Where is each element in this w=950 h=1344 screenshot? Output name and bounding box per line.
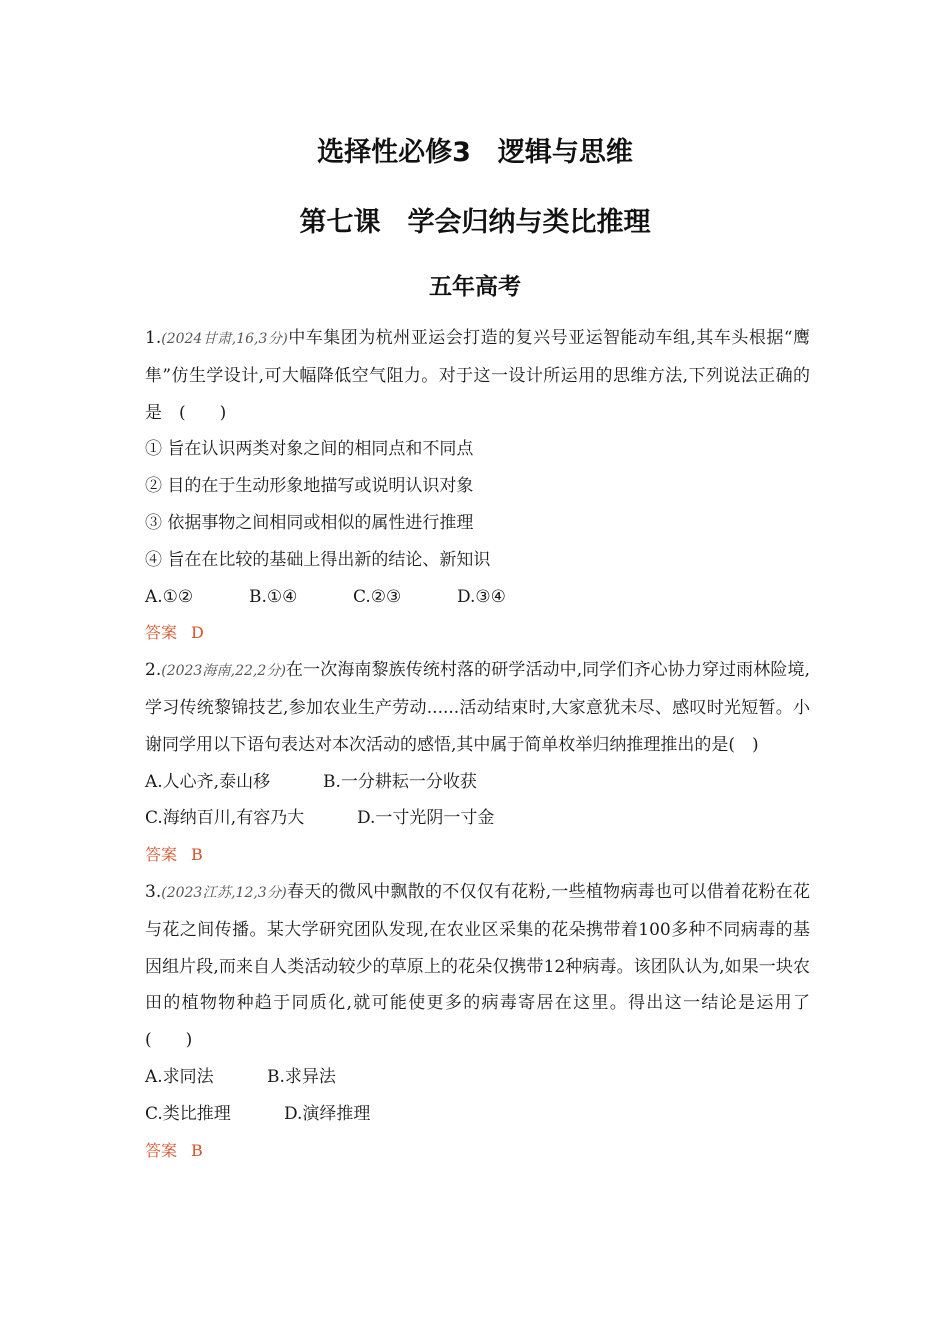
answer-value: D <box>191 623 204 643</box>
question-1-stem-block <box>145 320 810 431</box>
statement: ④ 旨在在比较的基础上得出新的结论、新知识 <box>145 549 491 570</box>
option-c: C.海纳百川,有容乃大 <box>145 808 305 829</box>
option-c: C.②③ <box>353 586 402 607</box>
question-2 <box>145 652 810 874</box>
statement: ① 旨在认识两类对象之间的相同点和不同点 <box>145 439 474 460</box>
answer-line <box>145 615 810 652</box>
option-a: A.求同法 <box>145 1066 214 1087</box>
option-b: B.一分耕耘一分收获 <box>323 771 477 792</box>
answer-value: B <box>191 845 203 865</box>
option-b: B.求异法 <box>267 1066 336 1087</box>
question-stem: 中车集团为杭州亚运会打造的复兴号亚运智能动车组,其车头根据“鹰隼”仿生学设计,可大幅降低空气阻力。对于这一设计所运用的思维方法,下列说法正确的是 ( ) <box>145 328 810 423</box>
question-source: (2024甘肃,16,3分) <box>161 331 288 347</box>
options-row <box>145 579 810 616</box>
option-c: C.类比推理 <box>145 1103 231 1124</box>
question-3 <box>145 874 827 1169</box>
question-3-stem-block <box>145 874 827 1059</box>
option-d: D.一寸光阴一寸金 <box>357 808 495 829</box>
options-row <box>145 800 810 837</box>
option-d: D.演绎推理 <box>284 1103 371 1124</box>
option-a: A.①② <box>145 586 194 607</box>
answer-value: B <box>191 1140 203 1160</box>
question-list <box>145 320 827 1169</box>
question-source: (2023海南,22,2分) <box>161 663 286 680</box>
options-row <box>145 1059 810 1096</box>
options-row <box>145 1096 810 1133</box>
answer-label: 答案 <box>145 1140 178 1160</box>
statement: ② 目的在于生动形象地描写或说明认识对象 <box>145 476 474 497</box>
answer-label: 答案 <box>145 623 178 643</box>
question-number: 1. <box>145 328 162 348</box>
question-stem: 春天的微风中飘散的不仅仅有花粉,一些植物病毒也可以借着花粉在花与花之间传播。某大学研究团队发现,在农业区采集的花朵携带着100多种不同病毒的基因组片段,而来自人类活动较少的草原上的花朵仅携带12种病毒。该团队认为,如果一块农田的植物物种趋于同质化,就可能使更多的病毒寄居在这里。得出这一结论是运用了 ( ) <box>145 881 827 1051</box>
options-row <box>145 764 810 801</box>
option-d: D.③④ <box>457 586 506 607</box>
statement: ③ 依据事物之间相同或相似的属性进行推理 <box>145 512 474 533</box>
question-number: 3. <box>145 881 162 902</box>
question-source: (2023江苏,12,3分) <box>161 884 287 901</box>
answer-label: 答案 <box>145 845 178 865</box>
book-title: 选择性必修3 逻辑与思维 <box>317 137 633 168</box>
question-2-stem-block <box>145 652 810 763</box>
question-number: 2. <box>145 660 162 681</box>
option-b: B.①④ <box>249 586 298 607</box>
option-a: A.人心齐,泰山移 <box>145 771 271 792</box>
lesson-title: 第七课 学会归纳与类比推理 <box>299 207 651 238</box>
section-title: 五年高考 <box>429 274 521 300</box>
question-1 <box>145 320 810 652</box>
question-stem: 在一次海南黎族传统村落的研学活动中,同学们齐心协力穿过雨林险境,学习传统黎锦技艺,参加农业生产劳动......活动结束时,大家意犹未尽、感叹时光短暂。小谢同学用以下语句表达对本次活动的感悟,其中属于简单枚举归纳推理推出的是( ) <box>145 660 810 755</box>
answer-line <box>145 1133 810 1170</box>
answer-line <box>145 837 810 874</box>
